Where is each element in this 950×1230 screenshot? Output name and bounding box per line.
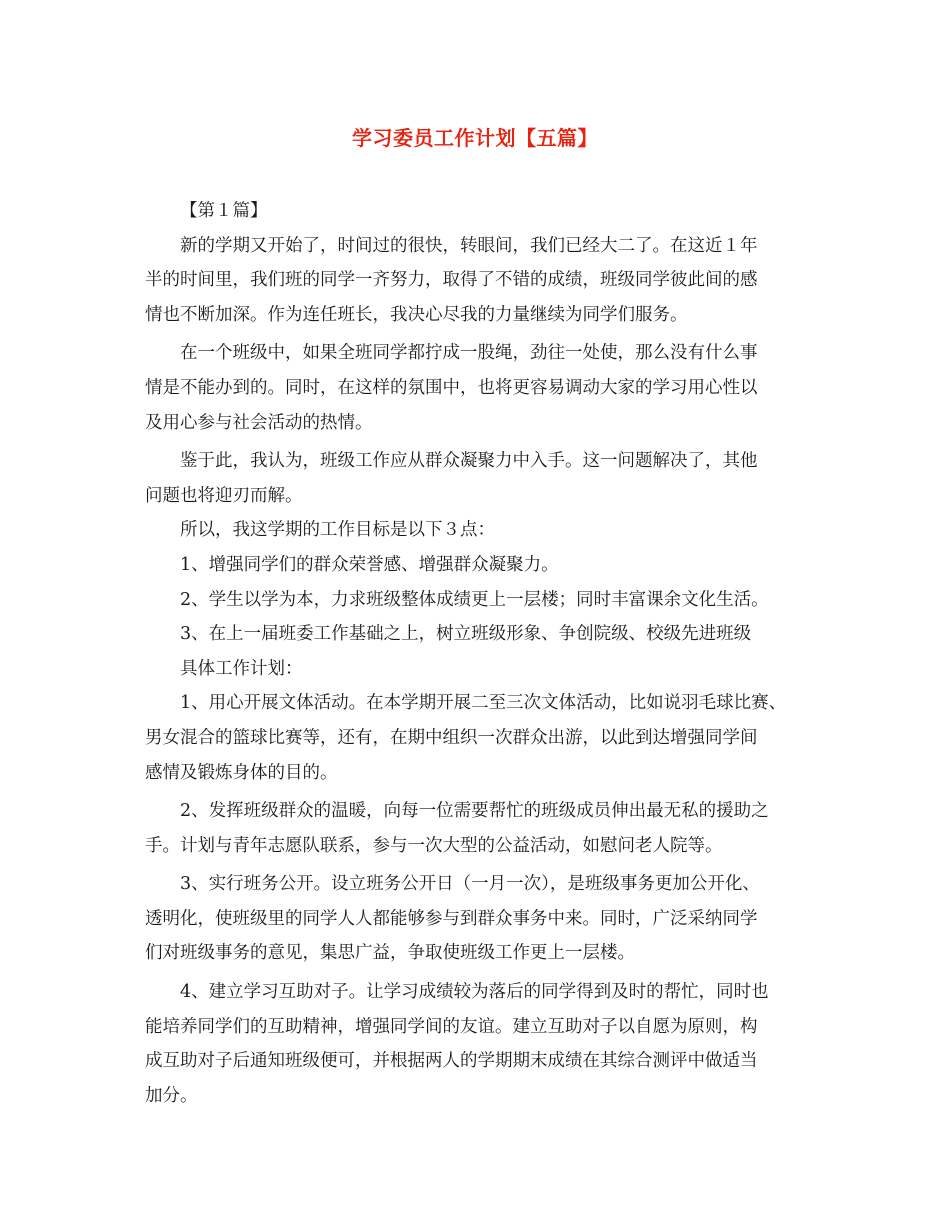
document-body [145,194,825,1113]
paragraph-line: 能培养同学们的互助精神，增强同学间的友谊。建立互助对子以自愿为原则，构 [145,1016,758,1037]
paragraph-line: 透明化，使班级里的同学人人都能够参与到群众事务中来。同时，广泛采纳同学 [145,908,758,929]
paragraph-line: 所以，我这学期的工作目标是以下３点： [180,520,495,541]
paragraph-line: 鉴于此，我认为，班级工作应从群众凝聚力中入手。这一问题解决了，其他 [180,451,758,472]
paragraph-line: 感情及锻炼身体的目的。 [145,762,338,783]
paragraph-line: 加分。 [145,1085,198,1106]
section-heading: 【第１篇】 [180,201,268,221]
paragraph-line: 情也不断加深。作为连任班长，我决心尽我的力量继续为同学们服务。 [145,304,688,325]
paragraph-line: 新的学期又开始了，时间过的很快，转眼间，我们已经大二了。在这近１年 [180,235,758,256]
list-item: 1、增强同学们的群众荣誉感、增强群众凝聚力。 [180,554,559,575]
subheading: 具体工作计划： [180,658,303,679]
paragraph-line: 成互助对子后通知班级便可，并根据两人的学期期末成绩在其综合测评中做适当 [145,1051,758,1072]
list-item: 3、实行班务公开。设立班务公开日（一月一次），是班级事务更加公开化、 [180,874,760,895]
paragraph-line: 情是不能办到的。同时，在这样的氛围中，也将更容易调动大家的学习用心性以 [145,377,758,398]
paragraph-line: 及用心参与社会活动的热情。 [145,412,373,433]
paragraph-line: 在一个班级中，如果全班同学都拧成一股绳，劲往一处使，那么没有什么事 [180,343,758,364]
list-item: 2、发挥班级群众的温暖，向每一位需要帮忙的班级成员伸出最无私的援助之 [180,801,769,822]
list-item: 4、建立学习互助对子。让学习成绩较为落后的同学得到及时的帮忙，同时也 [180,982,769,1003]
paragraph-line: 手。计划与青年志愿队联系，参与一次大型的公益活动，如慰问老人院等。 [145,835,723,856]
paragraph-line: 半的时间里，我们班的同学一齐努力，取得了不错的成绩，班级同学彼此间的感 [145,270,758,291]
paragraph-line: 男女混合的篮球比赛等，还有，在期中组织一次群众出游，以此到达增强同学间 [145,727,758,748]
list-item: 3、在上一届班委工作基础之上，树立班级形象、争创院级、校级先进班级 [180,624,752,645]
list-item: 1、用心开展文体活动。在本学期开展二至三次文体活动，比如说羽毛球比赛、 [180,693,787,714]
list-item: 2、学生以学为本，力求班级整体成绩更上一层楼；同时丰富课余文化生活。 [180,589,769,610]
paragraph-line: 问题也将迎刃而解。 [145,485,303,506]
paragraph-line: 们对班级事务的意见，集思广益，争取使班级工作更上一层楼。 [145,943,635,964]
document-title: 学习委员工作计划【五篇】 [352,126,598,150]
